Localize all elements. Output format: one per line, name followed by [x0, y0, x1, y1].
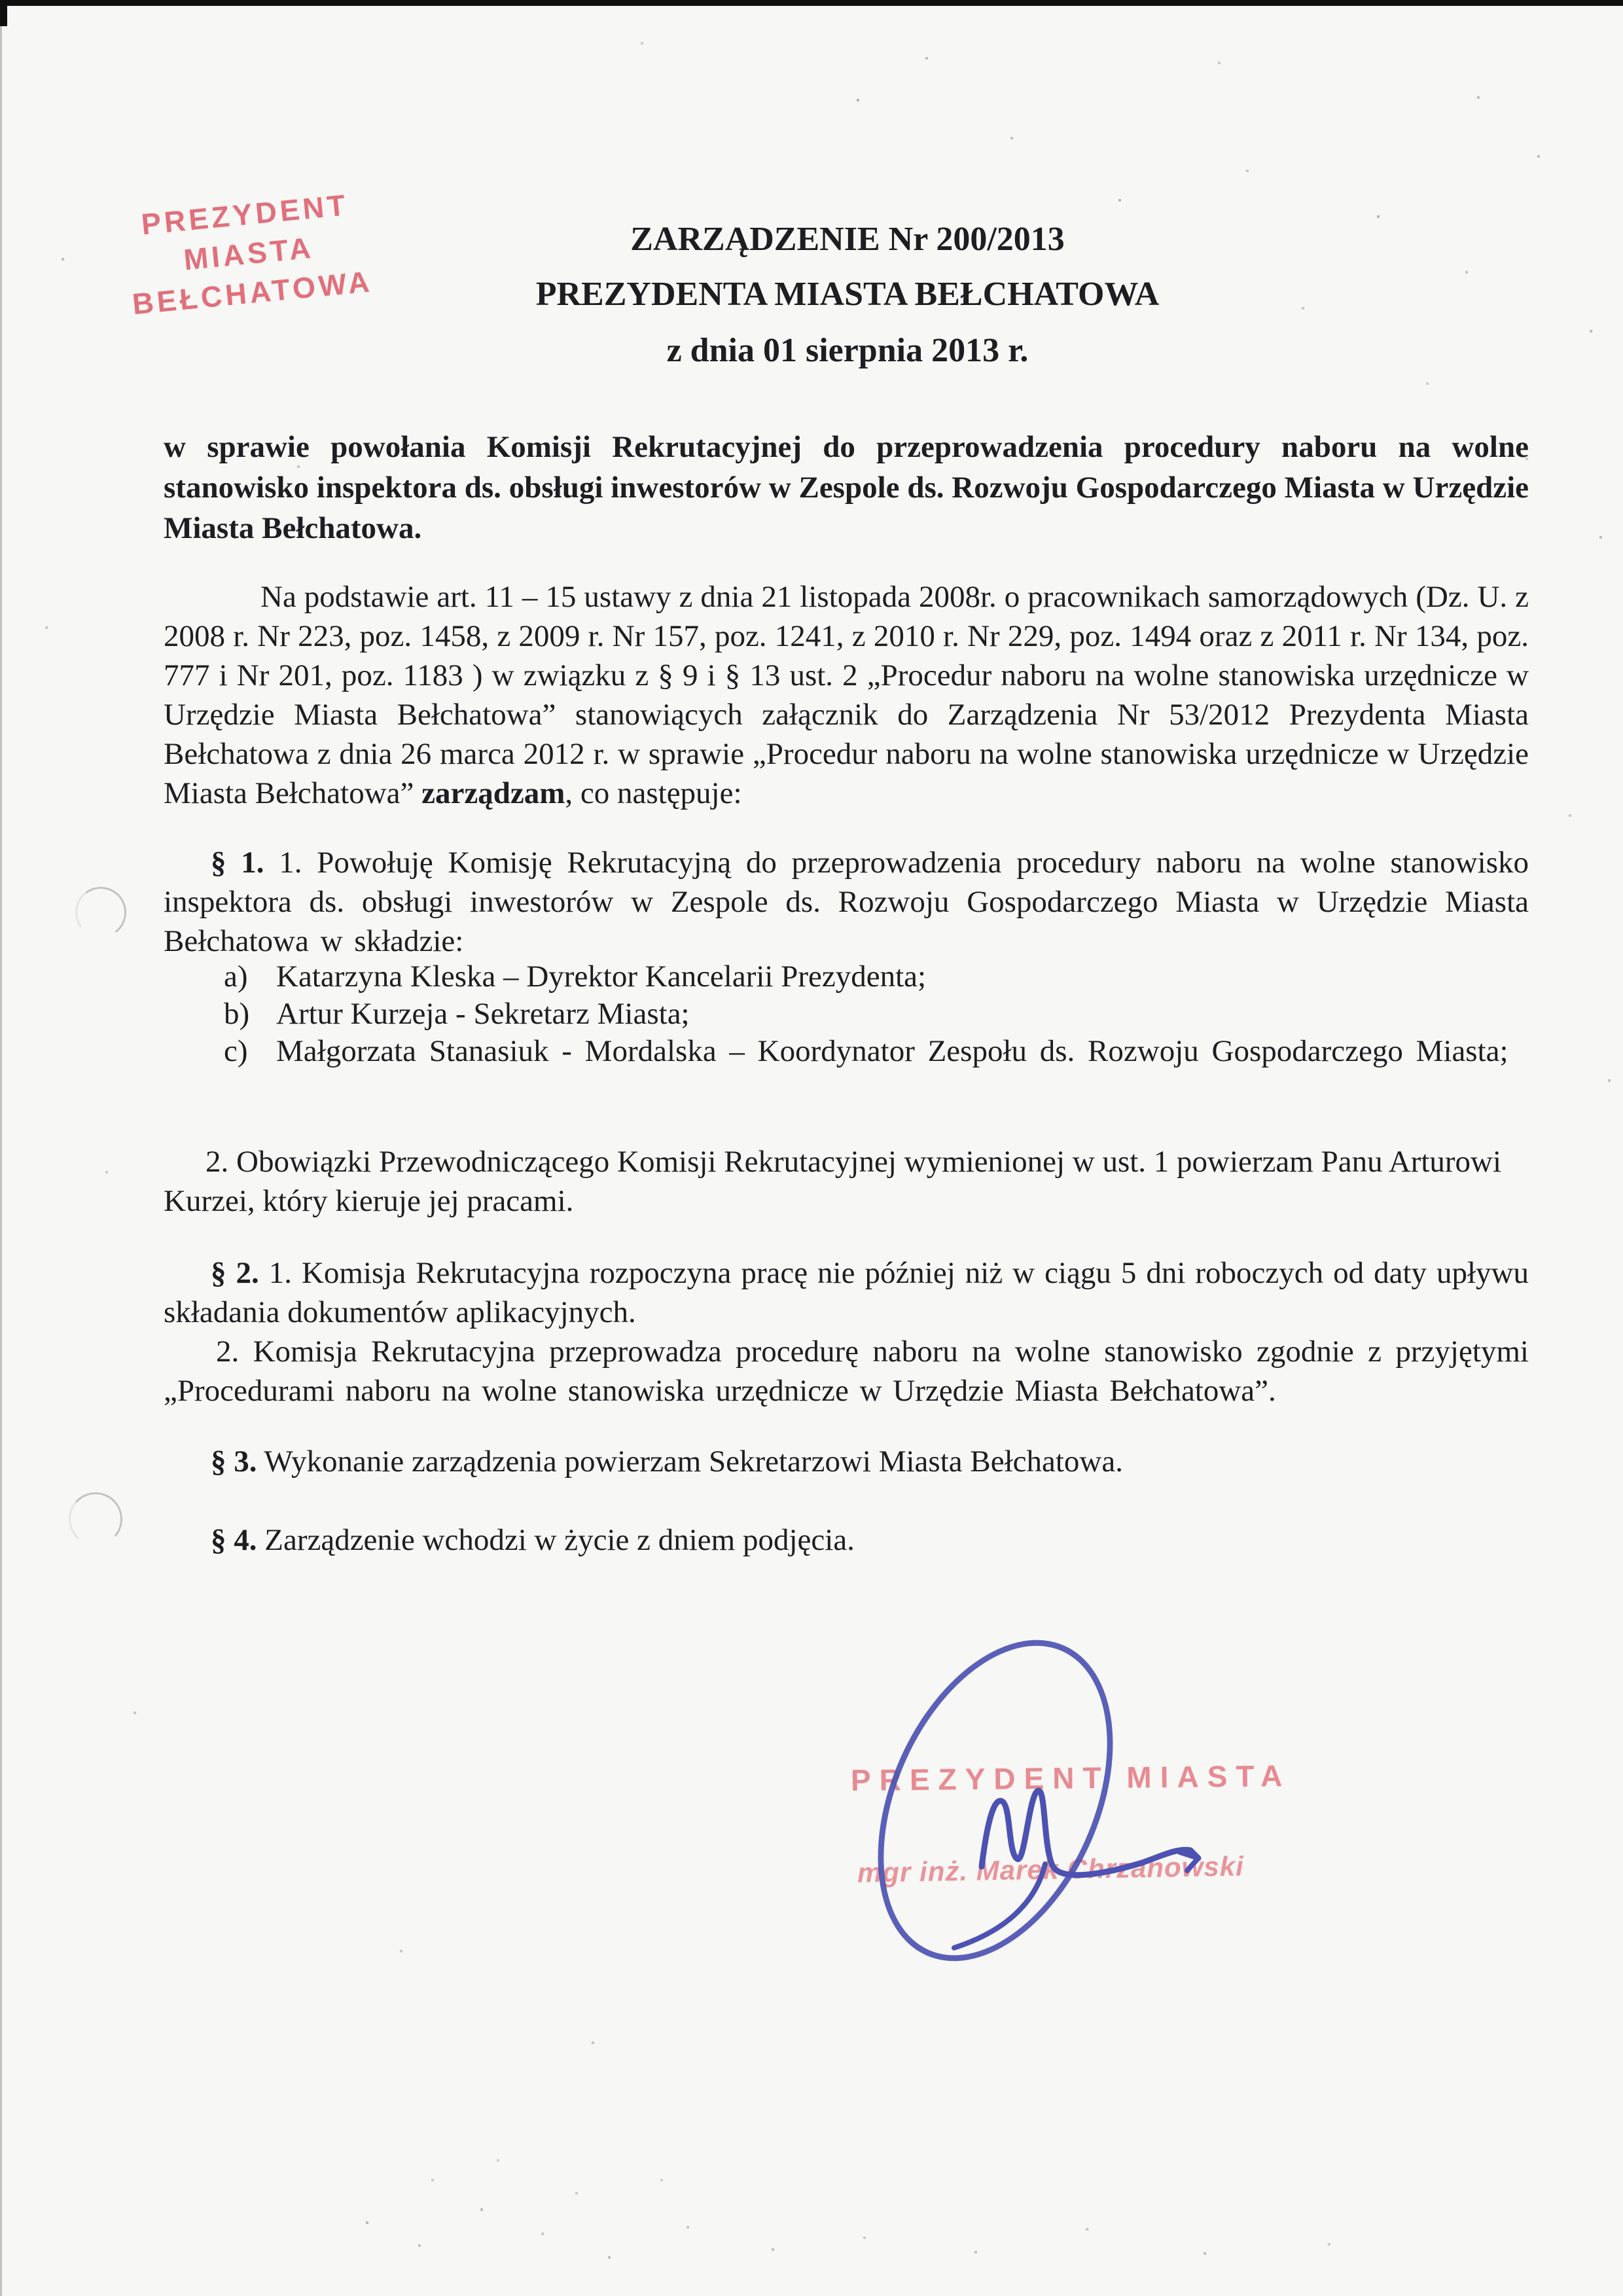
document-title-number: ZARZĄDZENIE Nr 200/2013	[630, 221, 1065, 258]
document-title-date: z dnia 01 sierpnia 2013 r.	[666, 332, 1029, 369]
legal-basis-closing: , co następuje:	[565, 776, 742, 810]
scan-edge-artifact-left	[0, 26, 2, 2296]
paragraph-3	[164, 1442, 1529, 1481]
paragraph-4	[164, 1520, 1529, 1560]
paragraph-1	[164, 843, 1529, 961]
paragraph-2-ust-1-text: 1. Komisja Rekrutacyjna rozpoczyna pracę nie później niż w ciągu 5 dni roboczych od daty upływu składania dokumentów aplikacyjnych.	[164, 1256, 1529, 1329]
punch-hole-artifact	[72, 884, 130, 941]
president-signature-stamp-title: PREZYDENT MIASTA	[850, 1758, 1291, 1797]
legal-basis-ordering-word: zarządzam	[421, 776, 565, 810]
committee-member-text: Artur Kurzeja - Sekretarz Miasta;	[276, 997, 690, 1031]
paragraph-2-number: § 2.	[211, 1256, 259, 1290]
scan-edge-artifact-top	[0, 0, 1623, 6]
corner-stamp-line2: BEŁCHATOWA	[130, 264, 374, 321]
paragraph-3-text: Wykonanie zarządzenia powierzam Sekretarzowi Miasta Bełchatowa.	[257, 1444, 1123, 1479]
scan-noise-speckles	[0, 0, 1, 1]
paragraph-1-number: § 1.	[211, 846, 264, 880]
legal-basis-text: Na podstawie art. 11 – 15 ustawy z dnia 21 listopada 2008r. o pracownikach samorządowych (Dz. U. z 2008 r. Nr 223, poz. 1458, z 2009 r. Nr 157, poz. 1241, z 2010 r. Nr 229, poz. 1494 oraz z 2011 r. Nr 134, poz. 777 i Nr 201, poz. 1183 ) w związku z § 9 i § 13 ust. 2 „Procedur naboru na wolne stanowiska urzędnicze w Urzędzie Miasta Bełchatowa” stanowiących załącznik do Zarządzenia Nr 53/2012 Prezydenta Miasta Bełchatowa z dnia 26 marca 2012 r. w sprawie „Procedur naboru na wolne stanowiska urzędnicze w Urzędzie Miasta Bełchatowa”	[164, 580, 1529, 810]
paragraph-4-number: § 4.	[211, 1523, 257, 1557]
president-signature-stamp-name: mgr inż. Marek Chrzanowski	[857, 1850, 1245, 1888]
corner-stamp-line1: PREZYDENT MIASTA	[139, 188, 350, 277]
paragraph-2-ust-1	[164, 1253, 1529, 1332]
paragraph-1-text: 1. Powołuję Komisję Rekrutacyjną do przeprowadzenia procedury naboru na wolne stanowisko inspektora ds. obsługi inwestorów w Zespole ds. Rozwoju Gospodarczego Miasta w Urzędzie Miasta Bełchatowa w składzie:	[164, 846, 1529, 958]
punch-hole-artifact	[67, 1490, 124, 1548]
legal-basis-paragraph	[164, 577, 1529, 813]
committee-member-item	[164, 1031, 1529, 1071]
signature-ink-initials	[916, 1767, 1224, 1964]
paragraph-1-ust-2: 2. Obowiązki Przewodniczącego Komisji Rekrutacyjnej wymienionej w ust. 1 powierzam Panu Arturowi Kurzei, który kieruje jej pracami.	[164, 1145, 1502, 1218]
scan-edge-artifact-corner	[0, 0, 7, 26]
paragraph-3-number: § 3.	[211, 1444, 257, 1479]
committee-member-text: Małgorzata Stanasiuk - Mordalska – Koordynator Zespołu ds. Rozwoju Gospodarczego Miasta;	[276, 1034, 1508, 1068]
committee-member-item	[164, 957, 1529, 996]
list-letter: a)	[224, 960, 248, 994]
subject-paragraph: w sprawie powołania Komisji Rekrutacyjnej do przeprowadzenia procedury naboru na wolne stanowisko inspektora ds. obsługi inwestorów w Zespole ds. Rozwoju Gospodarczego Miasta w Urzędzie Miasta Bełchatowa.	[164, 430, 1529, 545]
list-letter: b)	[224, 997, 250, 1031]
paragraph-2-ust-2: 2. Komisja Rekrutacyjna przeprowadza procedurę naboru na wolne stanowisko zgodnie z przyjętymi „Procedurami naboru na wolne stanowiska urzędnicze w Urzędzie Miasta Bełchatowa”.	[164, 1335, 1529, 1408]
document-title-issuer: PREZYDENTA MIASTA BEŁCHATOWA	[535, 276, 1160, 313]
list-letter: c)	[224, 1034, 248, 1068]
committee-member-text: Katarzyna Kleska – Dyrektor Kancelarii Prezydenta;	[276, 960, 927, 994]
committee-member-item	[164, 994, 1529, 1033]
paragraph-4-text: Zarządzenie wchodzi w życie z dniem podjęcia.	[257, 1523, 855, 1557]
